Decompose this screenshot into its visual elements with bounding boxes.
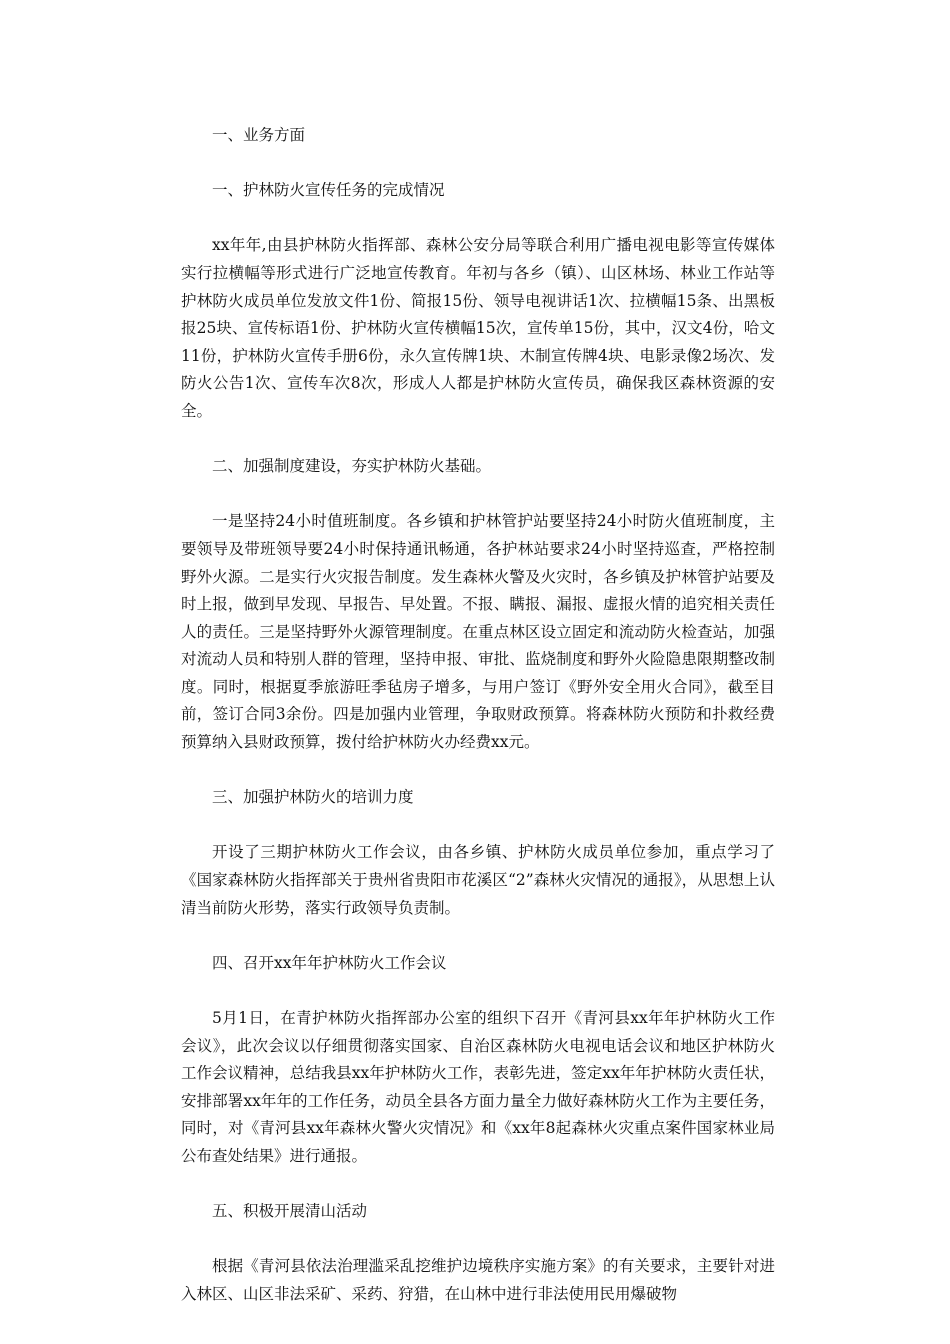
paragraph-mountain-clearing: 根据《青河县依法治理滥采乱挖维护边境秩序实施方案》的有关要求，主要针对进入林区、山区非法采矿、采药、狩猎，在山林中进行非法使用民用爆破物: [181, 1257, 775, 1303]
subsection-heading-training: 三、加强护林防火的培训力度: [212, 788, 414, 807]
paragraph-training: 开设了三期护林防火工作会议，由各乡镇、护林防火成员单位参加，重点学习了《国家森林防火指挥部关于贵州省贵阳市花溪区“2”森林火灾情况的通报》，从思想上认清当前防火形势，落实行政领导负责制。: [181, 843, 775, 917]
section-heading-business: 一、业务方面: [212, 126, 306, 144]
paragraph-publicity: xx年年,由县护林防火指挥部、森林公安分局等联合利用广播电视电影等宣传媒体实行拉横幅等形式进行广泛地宣传教育。年初与各乡（镇）、山区林场、林业工作站等护林防火成员单位发放文件1份、简报15份、领导电视讲话1次、拉横幅15条、出黑板报25块、宣传标语1份、护林防火宣传横幅15次，宣传单15份，其中，汉文4份，哈文11份，护林防火宣传手册6份，永久宣传牌1块、木制宣传牌4块、电影录像2场次、发防火公告1次、宣传车次8次，形成人人都是护林防火宣传员，确保我区森林资源的安全。: [181, 236, 775, 420]
subsection-heading-publicity: 一、护林防火宣传任务的完成情况: [212, 181, 445, 200]
subsection-heading-meeting: 四、召开xx年年护林防火工作会议: [212, 953, 447, 972]
document-body: [181, 122, 775, 1309]
subsection-heading-mountain-clearing: 五、积极开展清山活动: [212, 1202, 368, 1221]
paragraph-system: 一是坚持24小时值班制度。各乡镇和护林管护站要坚持24小时防火值班制度，主要领导及带班领导要24小时保持通讯畅通，各护林站要求24小时坚持巡查，严格控制野外火源。二是实行火灾报告制度。发生森林火警及火灾时，各乡镇及护林管护站要及时上报，做到早发现、早报告、早处置。不报、瞒报、漏报、虚报火情的追究相关责任人的责任。三是坚持野外火源管理制度。在重点林区设立固定和流动防火检查站，加强对流动人员和特别人群的管理，坚持申报、审批、监烧制度和野外火险隐患限期整改制度。同时，根据夏季旅游旺季毡房子增多，与用户签订《野外安全用火合同》，截至目前，签订合同3余份。四是加强内业管理，争取财政预算。将森林防火预防和扑救经费预算纳入县财政预算，拨付给护林防火办经费xx元。: [181, 512, 775, 752]
paragraph-meeting: 5月1日，在青护林防火指挥部办公室的组织下召开《青河县xx年年护林防火工作会议》，此次会议以仔细贯彻落实国家、自治区森林防火电视电话会议和地区护林防火工作会议精神，总结我县xx年护林防火工作，表彰先进，签定xx年年护林防火责任状，安排部署xx年年的工作任务，动员全县各方面力量全力做好森林防火工作为主要任务，同时，对《青河县xx年森林火警火灾情况》和《xx年8起森林火灾重点案件国家林业局公布查处结果》进行通报。: [181, 1009, 775, 1165]
subsection-heading-system: 二、加强制度建设，夯实护林防火基础。: [212, 457, 492, 476]
